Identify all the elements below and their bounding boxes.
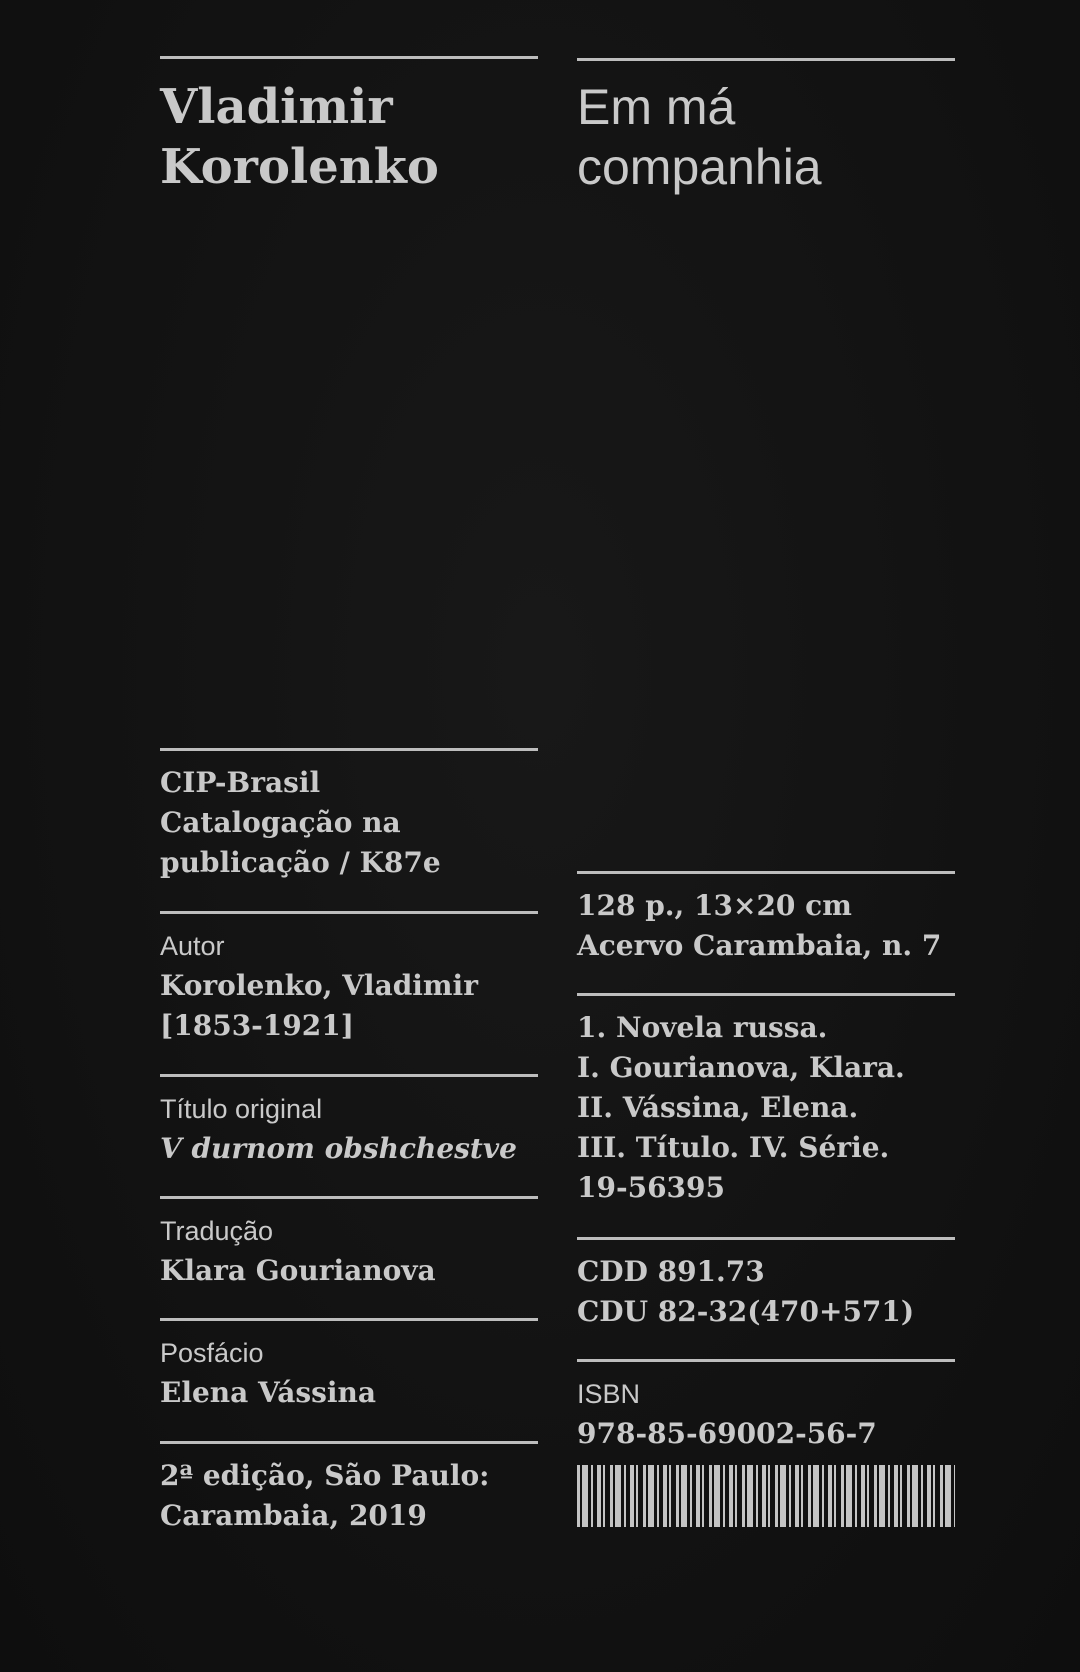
traducao-label: Tradução xyxy=(160,1216,274,1246)
edicao-line1: 2ª edição, São Paulo: xyxy=(160,1459,490,1492)
divider xyxy=(577,871,955,874)
autor-line2: [1853-1921] xyxy=(160,1009,354,1042)
divider xyxy=(160,56,538,59)
divider xyxy=(160,1074,538,1077)
traducao-value: Klara Gourianova xyxy=(160,1254,436,1287)
book-title-line2: companhia xyxy=(577,139,822,195)
posfacio-value: Elena Vássina xyxy=(160,1376,377,1409)
assuntos-line5: 19-56395 xyxy=(577,1171,725,1204)
cdd-line: CDD 891.73 xyxy=(577,1255,765,1288)
divider xyxy=(160,911,538,914)
author-block xyxy=(160,56,538,197)
assuntos-line1: 1. Novela russa. xyxy=(577,1011,828,1044)
barcode xyxy=(577,1465,955,1527)
author-name-line2: Korolenko xyxy=(160,139,439,195)
autor-line1: Korolenko, Vladimir xyxy=(160,969,478,1002)
cdu-line: CDU 82-32(470+571) xyxy=(577,1295,915,1328)
autor-block xyxy=(160,911,538,1046)
barcode-icon xyxy=(577,1465,955,1527)
divider xyxy=(577,1359,955,1362)
autor-label: Autor xyxy=(160,931,225,961)
title-block xyxy=(577,58,955,197)
cip-line2: Catalogação na xyxy=(160,806,401,839)
author-name-line1: Vladimir xyxy=(160,79,393,135)
classificacao-block xyxy=(577,1237,955,1332)
cip-block xyxy=(160,748,538,883)
edicao-line2: Carambaia, 2019 xyxy=(160,1499,427,1532)
cip-line1: CIP-Brasil xyxy=(160,766,321,799)
book-title-line1: Em má xyxy=(577,79,736,135)
divider xyxy=(160,1318,538,1321)
formato-block xyxy=(577,871,955,966)
divider xyxy=(577,993,955,996)
divider xyxy=(577,58,955,61)
posfacio-block xyxy=(160,1318,538,1413)
assuntos-line4: III. Título. IV. Série. xyxy=(577,1131,890,1164)
isbn-block xyxy=(577,1359,955,1454)
isbn-value: 978-85-69002-56-7 xyxy=(577,1417,877,1450)
titulo-original-label: Título original xyxy=(160,1094,323,1124)
traducao-block xyxy=(160,1196,538,1291)
cip-line3: publicação / K87e xyxy=(160,846,441,879)
assuntos-block xyxy=(577,993,955,1208)
left-column xyxy=(160,0,538,1672)
titulo-original-block xyxy=(160,1074,538,1169)
assuntos-line3: II. Vássina, Elena. xyxy=(577,1091,859,1124)
divider xyxy=(160,1441,538,1444)
formato-line1: 128 p., 13×20 cm xyxy=(577,889,852,922)
divider xyxy=(160,748,538,751)
divider xyxy=(577,1237,955,1240)
assuntos-line2: I. Gourianova, Klara. xyxy=(577,1051,905,1084)
divider xyxy=(160,1196,538,1199)
edicao-block xyxy=(160,1441,538,1536)
titulo-original-value: V durnom obshchestve xyxy=(160,1132,517,1165)
right-column xyxy=(577,0,955,1672)
posfacio-label: Posfácio xyxy=(160,1338,264,1368)
isbn-label: ISBN xyxy=(577,1379,641,1409)
formato-line2: Acervo Carambaia, n. 7 xyxy=(577,929,942,962)
